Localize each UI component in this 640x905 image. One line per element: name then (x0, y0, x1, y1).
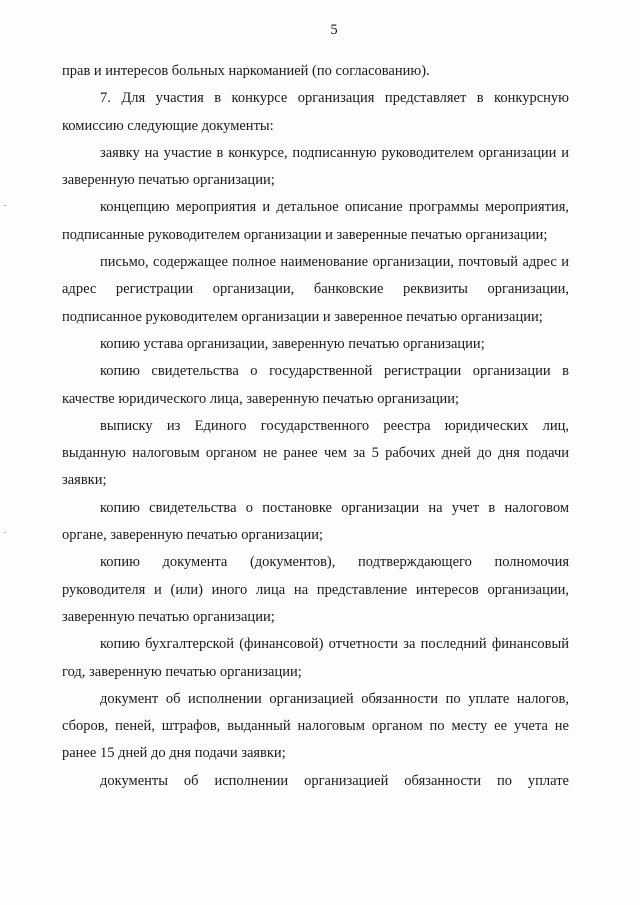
paragraph-obligation-documents: документы об исполнении организацией обязанности по уплате (100, 772, 569, 789)
scan-artifact (4, 205, 6, 206)
paragraph-concept: концепцию мероприятия и детальное описание программы мероприятия, подписанные руководителем организации и заверенные печатью организации; (62, 199, 569, 243)
scan-artifact (4, 532, 6, 533)
document-body (62, 58, 569, 795)
paragraph-tax-certificate: копию свидетельства о постановке организации на учет в налоговом органе, заверенную печатью организации; (62, 499, 569, 544)
paragraph-continuation: прав и интересов больных наркоманией (по согласованию). (62, 63, 430, 79)
paragraph-register-extract: выписку из Единого государственного реестра юридических лиц, выданную налоговым органом не ранее чем за 5 рабочих дней до дня подачи заявки; (62, 417, 569, 489)
paragraph-authority-document: копию документа (документов), подтверждающего полномочия руководителя и (или) иного лица на представление интересов организации, заверенную печатью организации; (62, 554, 569, 625)
page-number: 5 (330, 22, 338, 38)
paragraph-registration-certificate: копию свидетельства о государственной регистрации организации в качестве юридического лица, заверенную печатью организации; (62, 363, 569, 407)
paragraph-financial-statements: копию бухгалтерской (финансовой) отчетности за последний финансовый год, заверенную печатью организации; (62, 636, 569, 680)
paragraph-application: заявку на участие в конкурсе, подписанную руководителем организации и заверенную печатью организации; (62, 144, 569, 189)
paragraph-letter: письмо, содержащее полное наименование организации, почтовый адрес и адрес регистрации организации, банковские реквизиты организации, подписанное руководителем организации и заверенное печатью организации; (62, 254, 569, 325)
paragraph-item-7: 7. Для участия в конкурсе организация представляет в конкурсную комиссию следующие документы: (62, 90, 569, 134)
paragraph-charter: копию устава организации, заверенную печатью организации; (100, 335, 485, 352)
paragraph-tax-obligation: документ об исполнении организацией обязанности по уплате налогов, сборов, пеней, штрафов, выданный налоговым органом по месту ее учета не ранее 15 дней до дня подачи заявки; (62, 690, 569, 762)
